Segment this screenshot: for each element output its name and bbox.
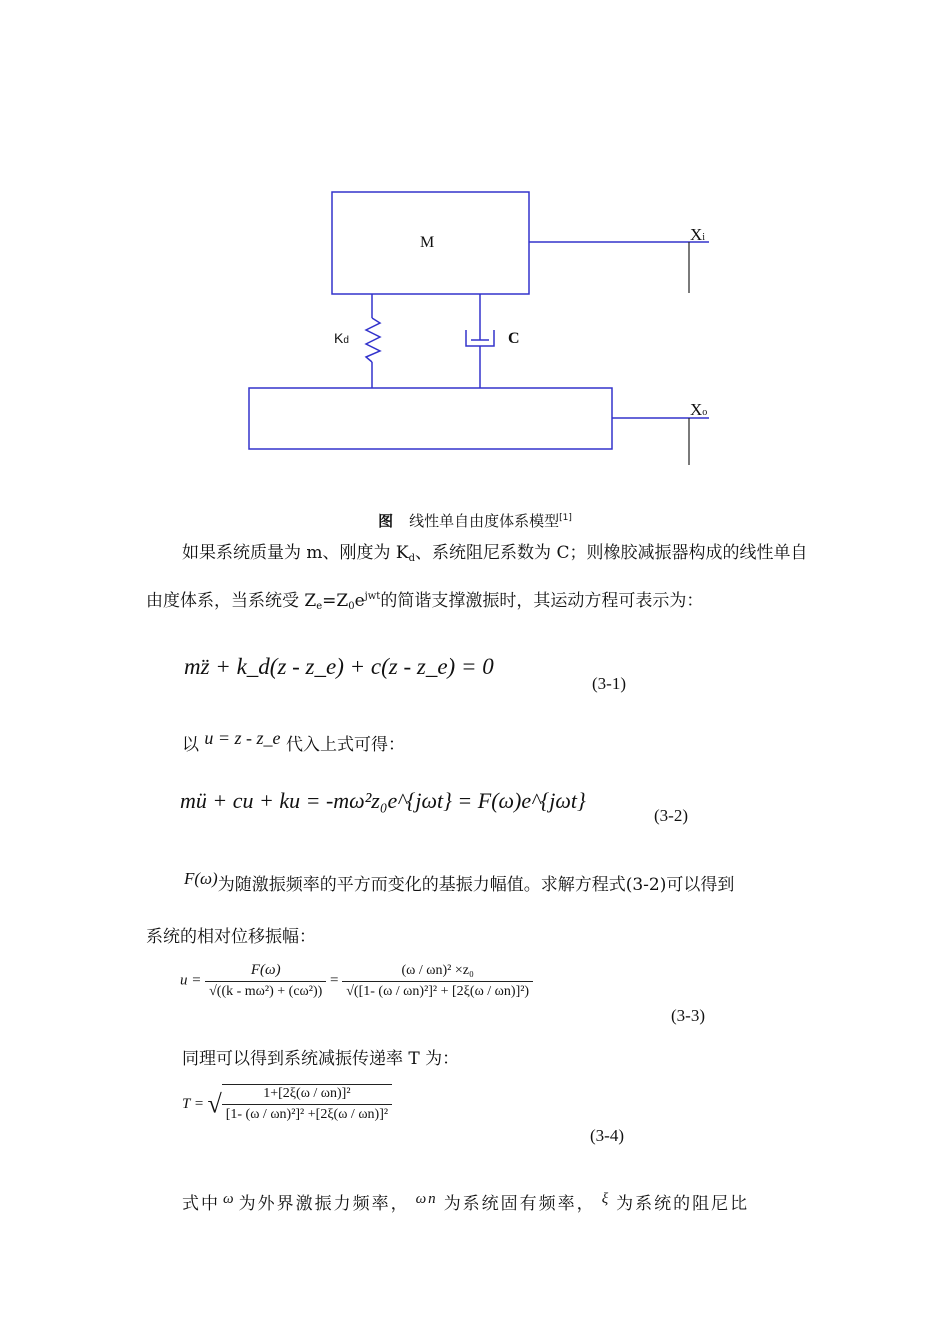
eq3-frac1: $\frac{F(\omega)}{\text{√((k - mω²) + (cω²))}}$ (205, 962, 326, 1000)
paragraph-3: 式中 ω 为外界激振力频率， ωn 为系统固有频率， ξ 为系统的阻尼比 (182, 1191, 750, 1214)
eq2-number: (3-2) (654, 806, 688, 825)
equation-3-4: T = √ $\frac{\text{1+[2ξ(ω / ωn)]²}}{\text{[1- (ω / ωn)²]² +[2ξ(ω / ωn)]²}}$ (182, 1084, 392, 1123)
figure-caption (0, 510, 950, 531)
caption-ref: [1] (559, 513, 572, 523)
equation-3-3: u = $\frac{F(\omega)}{\text{√((k - mω²) + (cω²))}}$ = $\frac{\text{(ω / ωn)² ×z₀}}{\text{√([1- (ω / ωn)²]² + [2ξ(ω / ωn)]²)}}$ (180, 962, 533, 1000)
caption-label: 图 (378, 512, 394, 530)
eq2-body: mü + cu + ku = -mω²z₀e^{jωt} = F(ω)e^{jωt} (180, 788, 586, 813)
p2-expr: F(ω) (184, 869, 218, 888)
eq3-number: (3-3) (671, 1006, 705, 1025)
eq1-number: (3-1) (592, 674, 626, 693)
substitution-line: 以 u = z - z_e 代入上式可得： (182, 728, 405, 755)
eq4-frac: $\frac{\text{1+[2ξ(ω / ωn)]²}}{\text{[1- (ω / ωn)²]² +[2ξ(ω / ωn)]²}}$ (222, 1086, 392, 1123)
spring-zigzag (366, 318, 380, 362)
base-block (249, 388, 612, 449)
equation-3-2 (180, 788, 586, 814)
caption-text: 线性单自由度体系模型 (409, 512, 560, 530)
eq4-number: (3-4) (590, 1126, 624, 1145)
x-bottom-label: Xo (690, 400, 708, 419)
paragraph-1: 如果系统质量为 m、刚度为 $K_d$、系统阻尼系数为 C；则橡胶减振器构成的线性单自由度体系，当系统受 $Z_e=Z_0e^{jwt}$的简谐支撑激振时，其运动方程可表示为： (146, 543, 808, 612)
eq3-frac2: $\frac{\text{(ω / ωn)² ×z₀}}{\text{√([1- (ω / ωn)²]² + [2ξ(ω / ωn)]²)}}$ (342, 963, 533, 1000)
equation-3-1 (184, 654, 494, 680)
paragraph-2-cont: 系统的相对位移振幅： (146, 927, 316, 947)
mass-label: M (420, 234, 435, 251)
paragraph-t-intro: 同理可以得到系统减振传递率 T 为： (182, 1049, 460, 1069)
x-top-label: Xi (690, 225, 706, 244)
sdof-diagram (0, 0, 950, 480)
spring-label: Kd (334, 330, 349, 346)
damper-label: C (508, 330, 520, 347)
sub-expr: u = z - z_e (204, 728, 281, 748)
paragraph-2: F(ω)为随激振频率的平方而变化的基振力幅值。求解方程式(3-2)可以得到 (184, 869, 735, 895)
eq1-body: mz̈ + k_d(z - z_e) + c(z - z_e) = 0 (184, 654, 494, 679)
eq4-root (222, 1084, 392, 1123)
